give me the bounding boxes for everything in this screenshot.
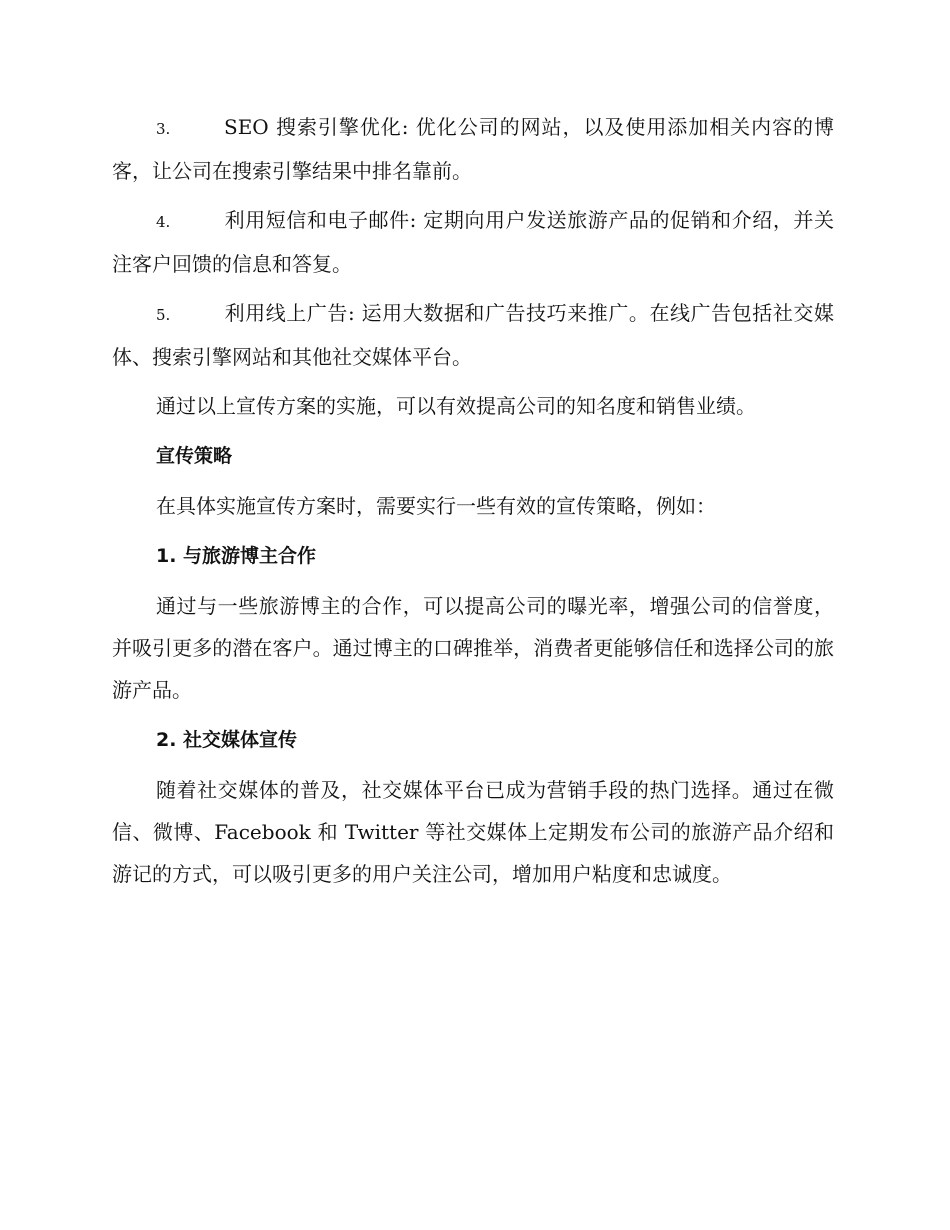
list-text: 利用短信和电子邮件: 定期向用户发送旅游产品的促销和介绍，并关注客户回馈的信息和答复。 bbox=[112, 208, 834, 276]
list-item-online-ads bbox=[112, 292, 834, 378]
subheading-social-media: 2. 社交媒体宣传 bbox=[156, 729, 298, 751]
document-page bbox=[112, 106, 834, 903]
list-text: 利用线上广告: 运用大数据和广告技巧来推广。在线广告包括社交媒体、搜索引擎网站和其他社交媒体平台。 bbox=[112, 301, 834, 369]
section-heading-strategy: 宣传策略 bbox=[156, 445, 233, 467]
paragraph-blogger: 通过与一些旅游博主的合作，可以提高公司的曝光率，增强公司的信誉度，并吸引更多的潜在客户。通过博主的口碑推举，消费者更能够信任和选择公司的旅游产品。 bbox=[112, 594, 834, 702]
strategy-intro: 在具体实施宣传方案时，需要实行一些有效的宣传策略，例如： bbox=[156, 494, 716, 518]
list-number: 3. bbox=[156, 120, 171, 138]
subheading-blogger: 1. 与旅游博主合作 bbox=[156, 545, 317, 567]
list-text: SEO 搜索引擎优化: 优化公司的网站，以及使用添加相关内容的博客，让公司在搜索引擎结果中排名靠前。 bbox=[112, 115, 834, 183]
list-number: 4. bbox=[156, 213, 171, 231]
paragraph-social-media: 随着社交媒体的普及，社交媒体平台已成为营销手段的热门选择。通过在微信、微博、Facebook 和 Twitter 等社交媒体上定期发布公司的旅游产品介绍和游记的方式，可以吸引更多的用户关注公司，增加用户粘度和忠诚度。 bbox=[112, 778, 834, 886]
list-number: 5. bbox=[156, 306, 171, 324]
list-item-seo bbox=[112, 106, 834, 192]
list-item-sms-email bbox=[112, 199, 834, 285]
summary-paragraph: 通过以上宣传方案的实施，可以有效提高公司的知名度和销售业绩。 bbox=[156, 394, 756, 418]
